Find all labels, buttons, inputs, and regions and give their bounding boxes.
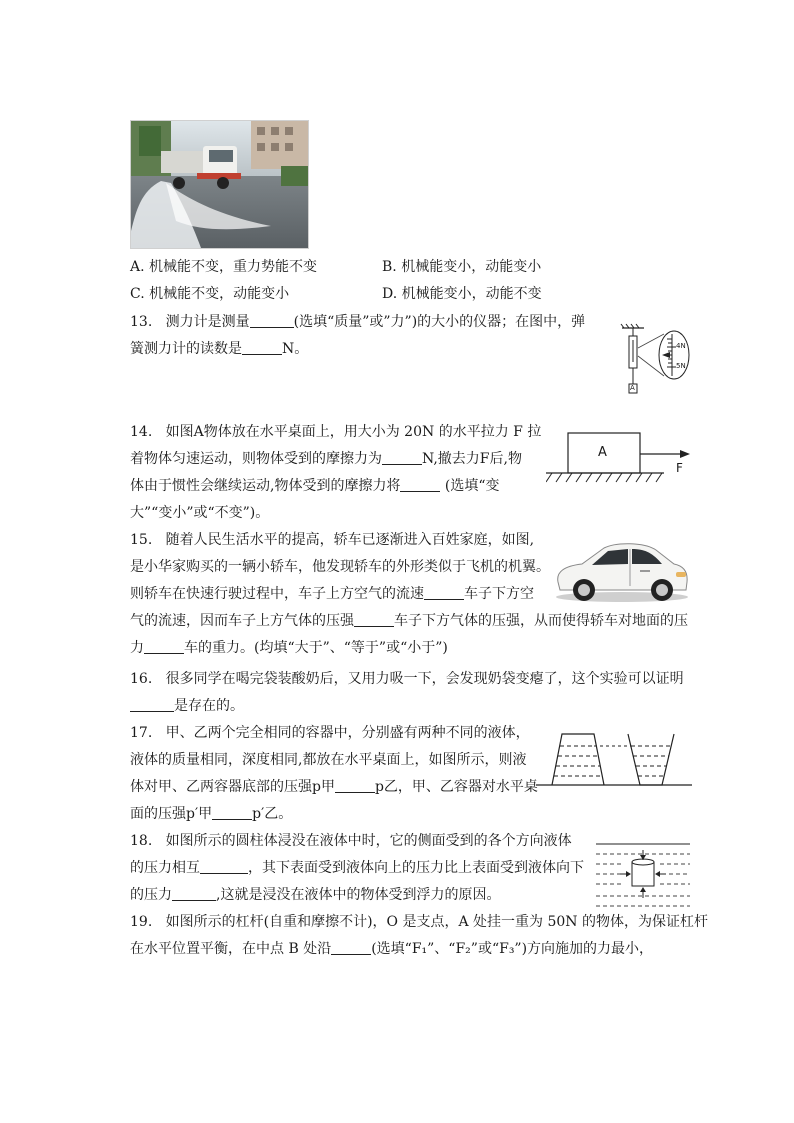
q14-blank-2[interactable] <box>400 477 440 492</box>
q15-line-2 <box>130 558 550 576</box>
scale-tick-5n: 5N <box>676 362 686 370</box>
q16-line-2 <box>130 697 244 715</box>
q12-option-d-text: 机械能变小，动能不变 <box>401 286 542 302</box>
q15-text-3a: 则轿车在快速行驶过程中，车子上方空气的流速 <box>130 586 424 602</box>
q18-blank-2[interactable] <box>172 886 216 901</box>
q13-text-1b: (选填“质量”或”力”)的大小的仪器；在图中，弹 <box>293 314 586 330</box>
q15-text-5b: 车的重力。(均填“大于”、“等于”或“小于”) <box>184 640 448 656</box>
q12-option-a-letter: A. <box>130 259 145 275</box>
q13-blank-2[interactable] <box>242 340 282 355</box>
q14-line-2 <box>130 450 522 468</box>
q14-text-2a: 着物体匀速运动，则物体受到的摩擦力为 <box>130 451 382 467</box>
q18-text-2a: 的压力相互 <box>130 860 200 876</box>
q14-line-1 <box>130 423 541 441</box>
block-force-figure <box>546 428 696 490</box>
q15-line-1 <box>130 531 534 549</box>
q15-line-4 <box>130 612 688 630</box>
q15-blank-1[interactable] <box>424 585 464 600</box>
q17-text-4b: p′乙。 <box>252 806 293 822</box>
q14-text-4: 大”“变小”或“不变”)。 <box>130 505 270 521</box>
q15-text-4a: 气的流速，因而车子上方气体的压强 <box>130 613 354 629</box>
q12-option-a <box>130 258 317 276</box>
q13-line-2 <box>130 340 308 358</box>
q12-option-a-text: 机械能不变，重力势能不变 <box>149 259 318 275</box>
q18-text-3a: 的压力 <box>130 887 172 903</box>
q13-blank-1[interactable] <box>250 313 294 328</box>
q14-line-3 <box>130 477 500 495</box>
q15-blank-3[interactable] <box>144 639 184 654</box>
q15-text-2: 是小华家购买的一辆小轿车，他发现轿车的外形类似于飞机的机翼。 <box>130 559 550 575</box>
q19-text-1: 如图所示的杠杆(自重和摩擦不计)，O 是支点，A 处挂一重为 50N 的物体，为保证杠杆 <box>165 914 708 930</box>
q13-text-1a: 测力计是测量 <box>165 314 250 330</box>
q19-text-2b: (选填“F₁”、“F₂”或“F₃”)方向施加的力最小， <box>371 941 654 957</box>
q18-text-1: 如图所示的圆柱体浸没在液体中时，它的侧面受到的各个方向液体 <box>165 833 572 849</box>
q15-number: 15. <box>130 532 153 548</box>
q19-blank-1[interactable] <box>331 940 371 955</box>
q18-text-2b: ，其下表面受到液体向上的压力比上表面受到液体向下 <box>248 860 584 876</box>
q18-number: 18. <box>130 833 153 849</box>
q13-text-2b: N。 <box>282 341 309 357</box>
q14-number: 14. <box>130 424 153 440</box>
q12-option-c <box>130 285 289 303</box>
q12-option-b-letter: B. <box>382 259 397 275</box>
two-containers-figure <box>536 730 692 790</box>
q13-number: 13. <box>130 314 153 330</box>
q17-line-1 <box>130 724 530 742</box>
q17-text-4a: 面的压强p′甲 <box>130 806 213 822</box>
q14-text-3a: 体由于惯性会继续运动,物体受到的摩擦力将 <box>130 478 401 494</box>
q12-option-d-letter: D. <box>382 286 398 302</box>
q17-text-3a: 体对甲、乙两容器底部的压强p甲 <box>130 779 335 795</box>
q15-text-1: 随着人民生活水平的提高，轿车已逐渐进入百姓家庭，如图, <box>165 532 535 548</box>
q15-line-3 <box>130 585 534 603</box>
q17-text-3b: p乙，甲、乙容器对水平桌 <box>374 779 538 795</box>
q18-blank-1[interactable] <box>200 859 248 874</box>
q16-line-1 <box>130 670 684 688</box>
q15-text-4b: 车子下方气体的压强，从而使得轿车对地面的压 <box>394 613 688 629</box>
q14-text-1: 如图A物体放在水平桌面上，用大小为 20N 的水平拉力 F 拉 <box>165 424 542 440</box>
q14-text-3b: (选填“变 <box>440 478 500 494</box>
block-a-label: A <box>598 445 607 460</box>
q17-blank-1[interactable] <box>335 778 375 793</box>
q12-option-d <box>382 285 542 303</box>
q16-number: 16. <box>130 671 153 687</box>
q16-blank-1[interactable] <box>130 697 174 712</box>
q14-blank-1[interactable] <box>382 450 422 465</box>
force-f-label: F <box>676 461 683 475</box>
q18-line-1 <box>130 832 572 850</box>
q15-text-5a: 力 <box>130 640 144 656</box>
q12-option-c-letter: C. <box>130 286 145 302</box>
q15-blank-2[interactable] <box>354 612 394 627</box>
scale-tick-4n: 4N <box>676 342 686 350</box>
q12-option-b-text: 机械能变小，动能变小 <box>401 259 542 275</box>
q15-text-3b: 车子下方空 <box>464 586 534 602</box>
scale-block-label: A <box>630 384 635 392</box>
sweeper-truck-photo <box>130 120 309 249</box>
q18-line-3 <box>130 886 500 904</box>
q19-line-1 <box>130 913 708 931</box>
q13-line-1 <box>130 313 585 331</box>
q17-text-2: 液体的质量相同，深度相同,都放在水平桌面上，如图所示，则液 <box>130 752 527 768</box>
submerged-cylinder-figure <box>594 840 692 914</box>
q16-text-1: 很多同学在喝完袋装酸奶后，又用力吸一下，会发现奶袋变瘪了，这个实验可以证明 <box>165 671 684 687</box>
spring-scale-figure <box>618 322 694 398</box>
q13-text-2a: 簧测力计的读数是 <box>130 341 242 357</box>
car-figure <box>552 538 692 604</box>
q19-line-2 <box>130 940 653 958</box>
q17-blank-2[interactable] <box>212 805 252 820</box>
q14-text-2b: N,撤去力F后,物 <box>422 451 522 467</box>
q17-number: 17. <box>130 725 153 741</box>
q12-option-b <box>382 258 541 276</box>
q17-line-4 <box>130 805 292 823</box>
q17-line-2 <box>130 751 526 769</box>
q18-text-3b: ,这就是浸没在液体中的物体受到浮力的原因。 <box>216 887 501 903</box>
q17-text-1: 甲、乙两个完全相同的容器中，分别盛有两种不同的液体， <box>165 725 530 741</box>
q17-line-3 <box>130 778 538 796</box>
q16-text-2: 是存在的。 <box>174 698 244 714</box>
q15-line-5 <box>130 639 448 657</box>
q18-line-2 <box>130 859 584 877</box>
q14-line-4 <box>130 504 269 522</box>
q12-option-c-text: 机械能不变，动能变小 <box>149 286 290 302</box>
q19-text-2a: 在水平位置平衡，在中点 B 处沿 <box>130 941 332 957</box>
q19-number: 19. <box>130 914 153 930</box>
